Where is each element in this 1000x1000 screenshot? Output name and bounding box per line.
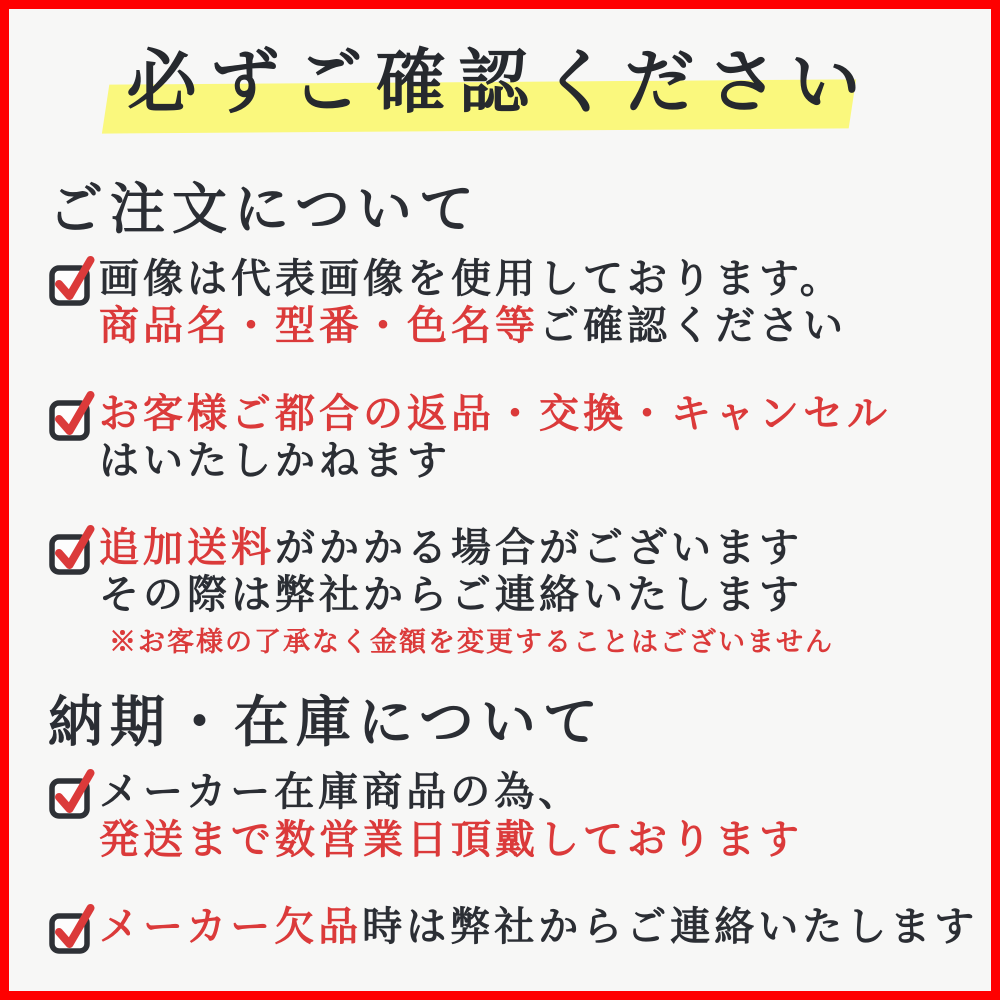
item-note: ※お客様の了承なく金額を変更することはございません [109, 627, 834, 658]
checkbox-checked-icon [48, 524, 95, 576]
page-title [48, 34, 952, 146]
sections-container [48, 178, 979, 955]
item-text-segment: お客様ご都合の返品・交換・キャンセル [99, 390, 891, 436]
item-line [99, 903, 978, 950]
item-line [99, 768, 803, 815]
item-line [99, 390, 891, 437]
checklist-item-text [99, 390, 891, 484]
checklist-item-text [99, 768, 803, 862]
item-text-segment: 発送まで数営業日頂戴しております [99, 816, 803, 862]
item-text-segment: ご確認ください [539, 303, 847, 349]
checklist-item [48, 390, 952, 484]
section-heading: ご注文について [48, 179, 481, 240]
item-text-segment: メーカー在庫商品の為、 [99, 769, 583, 815]
item-line [99, 437, 891, 484]
item-line [99, 816, 803, 863]
item-line [99, 255, 847, 302]
item-text-segment: メーカー欠品 [99, 903, 363, 949]
checkbox-checked-icon [48, 255, 95, 307]
checklist-item [48, 768, 952, 862]
checkbox-checked-icon [48, 903, 95, 955]
item-text-segment: その際は弊社からご連絡いたします [99, 572, 803, 618]
item-text-segment: はいたしかねます [99, 437, 451, 483]
item-text-segment: 画像は代表画像を使用しております。 [99, 256, 844, 302]
checklist-item [48, 903, 979, 955]
checklist-item-text [99, 255, 847, 349]
item-line [99, 571, 834, 618]
item-text-segment: がかかる場合がございます [275, 525, 803, 570]
checkbox-checked-icon [48, 390, 95, 442]
checklist-item [48, 524, 952, 659]
item-text-segment: 追加送料 [99, 525, 275, 570]
checkbox-checked-icon [48, 768, 95, 820]
item-text-segment: 時は弊社からご連絡いたします [362, 903, 979, 949]
checklist-item-text [99, 524, 834, 659]
page-title-text: 必ずご確認ください [126, 45, 874, 122]
item-line [99, 524, 834, 571]
checklist-item-text [99, 903, 978, 950]
item-line [99, 302, 847, 349]
item-text-segment: 商品名・型番・色名等 [99, 303, 539, 349]
section-heading: 納期・在庫について [48, 692, 605, 754]
checklist-item [48, 255, 952, 349]
